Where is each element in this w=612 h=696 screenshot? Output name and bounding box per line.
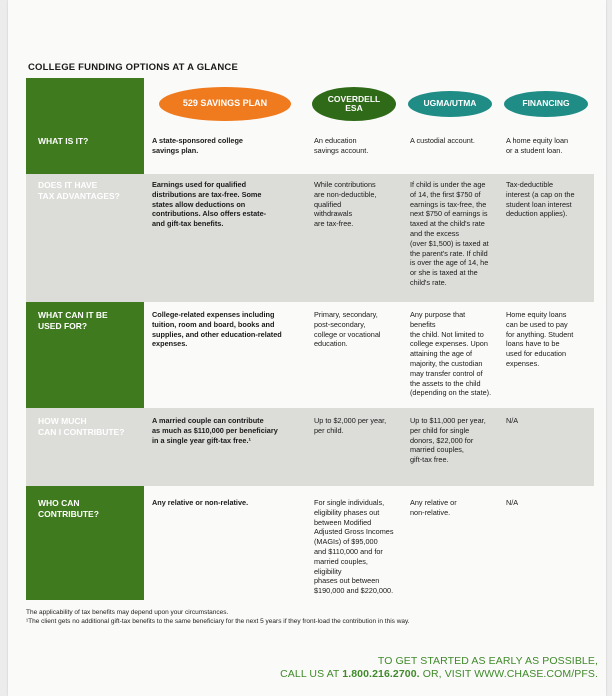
table-row-what-is-it — [26, 136, 594, 178]
badge-529-savings-plan — [159, 87, 291, 121]
cell-ugma: A custodial account. — [410, 136, 475, 145]
badge-ugma-utma — [408, 91, 492, 117]
badge-label: FINANCING — [522, 98, 570, 109]
footnote: ¹The client gets no additional gift-tax benefits to the same beneficiary for the next 5 years if they front-load the contribution in this way. — [26, 618, 410, 625]
cell-coverdell: For single individuals, eligibility phases out between Modified Adjusted Gross Incomes (MAGIs) of $95,000 and $110,000 and for married couples, eligibility phases out between $190,000 and $220,000. — [314, 498, 394, 596]
table-row-tax-advantages — [26, 174, 594, 302]
row-question: HOW MUCH CAN I CONTRIBUTE? — [38, 416, 125, 437]
table-header-row — [26, 78, 594, 130]
cta-prefix: CALL US AT — [280, 668, 343, 680]
call-to-action — [280, 655, 598, 681]
badge-label: UGMA/UTMA — [423, 98, 477, 109]
cell-529: A state-sponsored college savings plan. — [152, 136, 243, 155]
badge-financing — [504, 91, 588, 117]
cell-financing: Tax-deductible interest (a cap on the student loan interest deduction applies). — [506, 180, 575, 219]
footnote: The applicability of tax benefits may depend upon your circumstances. — [26, 609, 229, 616]
cell-ugma: If child is under the age of 14, the first $750 of earnings is tax-free, the next $750 of earnings is taxed at the child's rate and the excess (over $1,500) is taxed at the parent's rate. If child is over the age of 14, he or she is taxed at the child's rate. — [410, 180, 489, 287]
header-529 — [144, 78, 306, 130]
document-page — [8, 0, 606, 696]
cell-coverdell: While contributions are non-deductible, qualified withdrawals are tax-free. — [314, 180, 377, 229]
page-title: COLLEGE FUNDING OPTIONS AT A GLANCE — [28, 62, 239, 73]
cell-ugma: Up to $11,000 per year, per child for single donors, $22,000 for married couples, gift-tax free. — [410, 416, 486, 465]
cell-financing: Home equity loans can be used to pay for anything. Student loans have to be used for education expenses. — [506, 310, 574, 368]
phone-number[interactable]: 1.800.216.2700. — [342, 668, 420, 680]
cell-ugma: Any purpose that benefits the child. Not limited to college expenses. Upon attaining the age of majority, the custodian may transfer control of the assets to the child (depending on the state). — [410, 310, 492, 398]
row-question: WHO CAN CONTRIBUTE? — [38, 498, 99, 519]
row-question: WHAT IS IT? — [38, 136, 89, 146]
header-ugma — [402, 78, 498, 130]
cell-coverdell: Primary, secondary, post-secondary, college or vocational education. — [314, 310, 381, 349]
cta-website[interactable]: OR, VISIT WWW.CHASE.COM/PFS. — [419, 668, 598, 680]
footnotes — [26, 608, 596, 626]
cell-529: Any relative or non-relative. — [152, 498, 249, 507]
cell-financing: N/A — [506, 498, 519, 507]
badge-label: COVERDELL ESA — [327, 93, 381, 113]
row-question: DOES IT HAVE TAX ADVANTAGES? — [38, 180, 120, 201]
cell-529: College-related expenses including tuition, room and board, books and supplies, and other education-related expenses. — [152, 310, 282, 349]
cell-financing: N/A — [506, 416, 519, 425]
table-row-who-can — [26, 492, 594, 600]
cta-line-1: TO GET STARTED AS EARLY AS POSSIBLE, — [377, 655, 598, 667]
header-corner — [26, 78, 144, 130]
cell-ugma: Any relative or non-relative. — [410, 498, 457, 517]
cell-529: A married couple can contribute as much as $110,000 per beneficiary in a single year gift-tax free.¹ — [152, 416, 278, 445]
row-question: WHAT CAN IT BE USED FOR? — [38, 310, 108, 331]
cell-529: Earnings used for qualified distributions are tax-free. Some states allow deductions on contributions. Also offers estate- and gift-tax benefits. — [152, 180, 267, 229]
cell-coverdell: Up to $2,000 per year, per child. — [314, 416, 387, 435]
cta-line-2 — [280, 668, 598, 681]
badge-coverdell-esa — [312, 87, 396, 121]
header-coverdell — [306, 78, 402, 130]
table-row-how-much — [26, 408, 594, 486]
table-row-used-for — [26, 302, 594, 402]
comparison-table — [26, 78, 594, 600]
cell-coverdell: An education savings account. — [314, 136, 369, 155]
badge-label: 529 SAVINGS PLAN — [182, 98, 268, 109]
header-financing — [498, 78, 594, 130]
cell-financing: A home equity loan or a student loan. — [506, 136, 569, 155]
